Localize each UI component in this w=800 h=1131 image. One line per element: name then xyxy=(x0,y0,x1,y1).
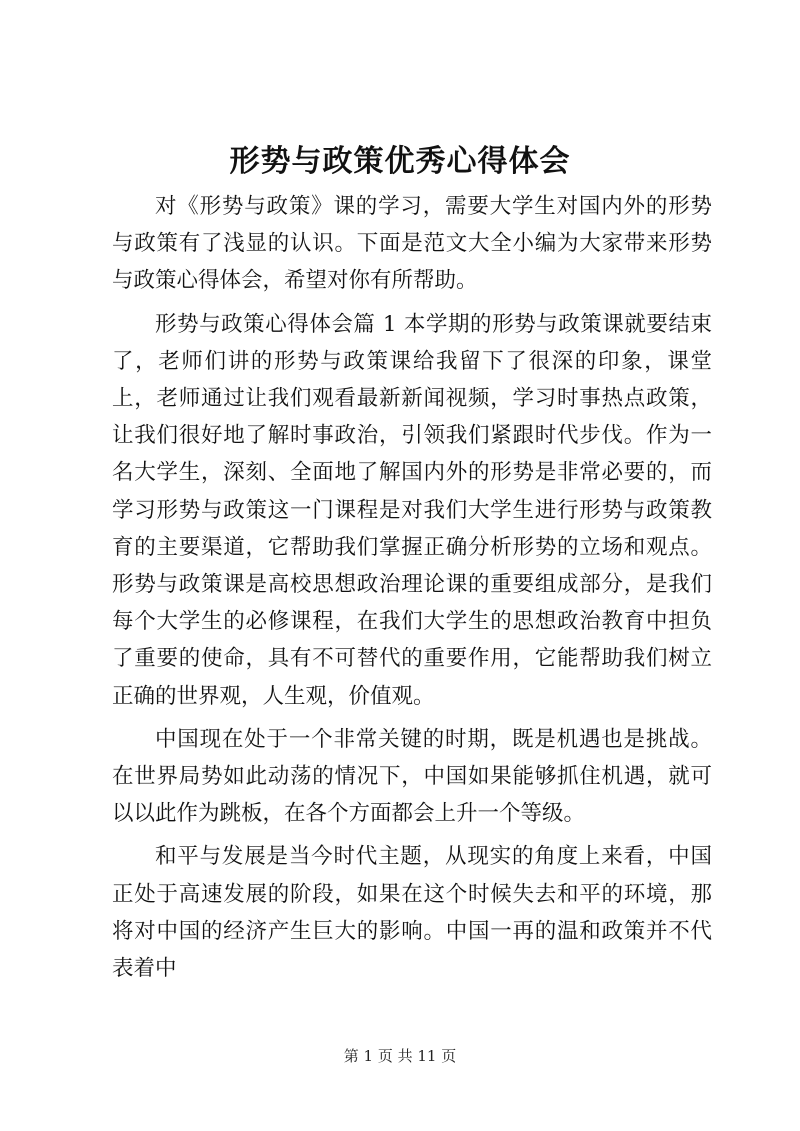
document-body xyxy=(112,188,712,993)
page-footer: 第 1 页 共 11 页 xyxy=(343,1047,457,1065)
paragraph-peace-development: 和平与发展是当今时代主题，从现实的角度上来看，中国正处于高速发展的阶段，如果在这个时候失去和平的环境，那将对中国的经济产生巨大的影响。中国一再的温和政策并不代表着中 xyxy=(112,844,712,982)
paragraph-china-period: 中国现在处于一个非常关键的时期，既是机遇也是挑战。在世界局势如此动荡的情况下，中国如果能够抓住机遇，就可以以此作为跳板，在各个方面都会上升一个等级。 xyxy=(112,726,712,827)
document-title: 形势与政策优秀心得体会 xyxy=(229,144,571,179)
paragraph-intro: 对《形势与政策》课的学习，需要大学生对国内外的形势与政策有了浅显的认识。下面是范文大全小编为大家带来形势与政策心得体会，希望对你有所帮助。 xyxy=(112,194,712,294)
paragraph-essay-1: 形势与政策心得体会篇 1 本学期的形势与政策课就要结束了，老师们讲的形势与政策课给我留下了很深的印象，课堂上，老师通过让我们观看最新新闻视频，学习时事热点政策，让我们很好地了解时事政治，引领我们紧跟时代步伐。作为一名大学生，深刻、全面地了解国内外的形势是非常必要的，而学习形势与政策这一门课程是对我们大学生进行形势与政策教育的主要渠道，它帮助我们掌握正确分析形势的立场和观点。形势与政策课是高校思想政治理论课的重要组成部分，是我们每个大学生的必修课程，在我们大学生的思想政治教育中担负了重要的使命，具有不可替代的重要作用，它能帮助我们树立正确的世界观，人生观，价值观。 xyxy=(112,311,712,709)
